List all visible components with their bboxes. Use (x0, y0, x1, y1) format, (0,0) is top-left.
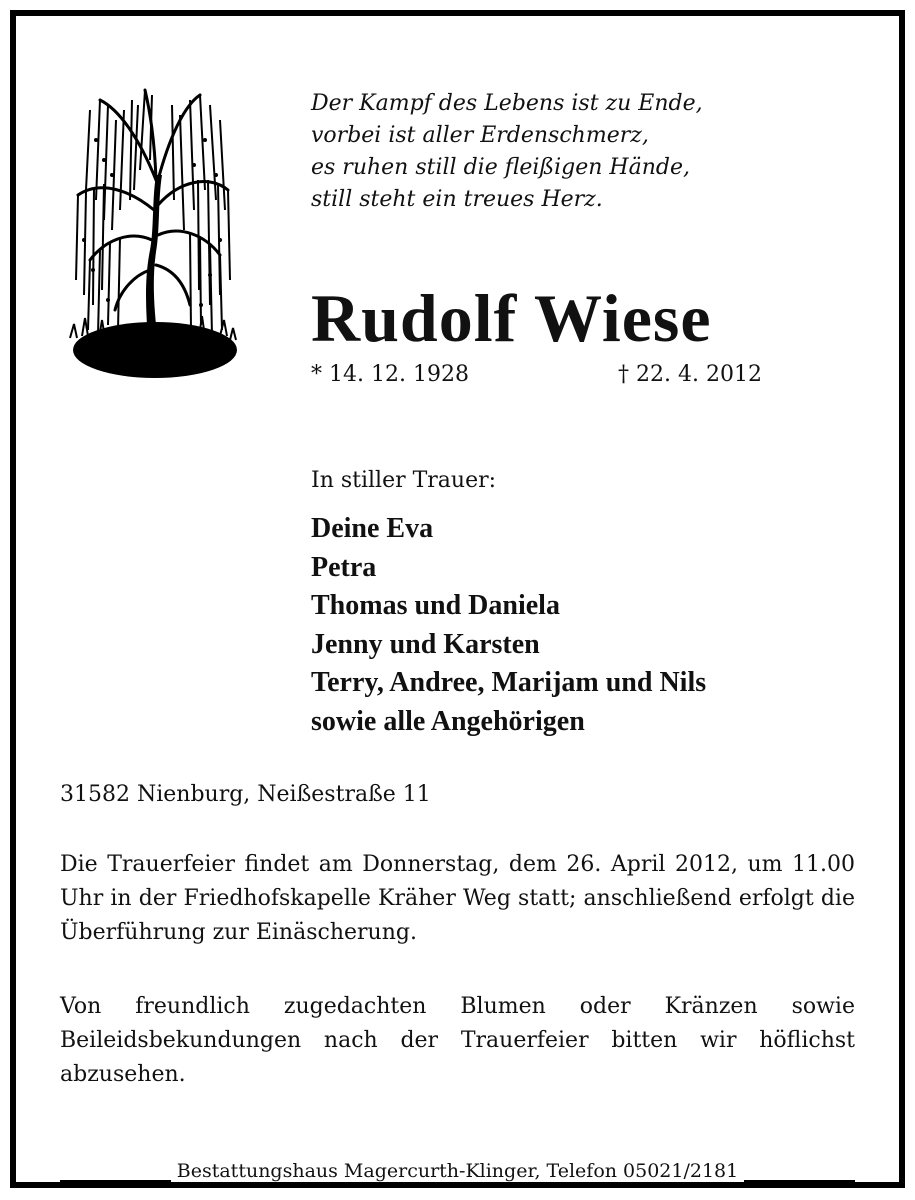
mourner-name: Jenny und Karsten (311, 628, 540, 660)
weeping-willow-icon (60, 80, 240, 385)
mourning-intro: In stiller Trauer: (311, 468, 497, 493)
address: 31582 Nienburg, Neißestraße 11 (60, 782, 431, 807)
birth-date: * 14. 12. 1928 (311, 362, 469, 387)
mourner-name: Deine Eva (311, 513, 434, 544)
mourners-list (311, 510, 706, 742)
ceremony-paragraph: Die Trauerfeier findet am Donnerstag, dem 26. April 2012, um 11.00 Uhr in der Friedhofskapelle Kräher Weg statt; anschließend erfolgt die Überführung zur Einäscherung. (60, 852, 855, 945)
mourner-name: Terry, Andree, Marijam und Nils (311, 667, 707, 699)
poem-line: still steht ein treues Herz. (311, 187, 603, 212)
poem-line: Der Kampf des Lebens ist zu Ende, (311, 91, 703, 116)
mourner-name: Thomas und Daniela (311, 590, 560, 622)
poem (311, 88, 703, 216)
funeral-home-contact: Bestattungshaus Magercurth-Klinger, Telefon 05021/2181 (171, 1160, 744, 1182)
poem-line: vorbei ist aller Erdenschmerz, (311, 123, 649, 148)
mourner-name: sowie alle Angehörigen (311, 705, 585, 737)
death-date: † 22. 4. 2012 (618, 362, 762, 387)
poem-line: es ruhen still die fleißigen Hände, (311, 155, 690, 180)
mourner-name: Petra (311, 551, 377, 583)
flowers-paragraph: Von freundlich zugedachten Blumen oder Kränzen sowie Beileidsbekundungen nach der Trauerfeier bitten wir höflichst abzusehen. (60, 994, 855, 1087)
footer (0, 1160, 915, 1182)
deceased-name: Rudolf Wiese (311, 280, 712, 356)
